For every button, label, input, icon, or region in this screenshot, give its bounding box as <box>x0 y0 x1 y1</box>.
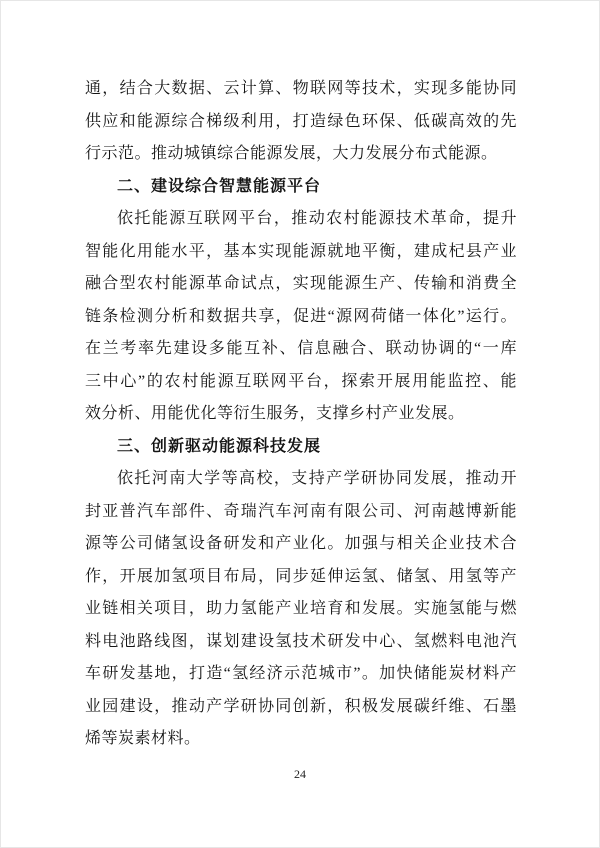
text-line: 作，开展加氢项目布局，同步延伸运氢、储氢、用氢等产 <box>85 567 517 585</box>
text-line: 源等公司储氢设备研发和产业化。加强与相关企业技术合 <box>85 535 517 552</box>
text-line: 依托能源互联网平台，推动农村能源技术革命，提升 <box>117 210 517 227</box>
text-line: 依托河南大学等高校，支持产学研协同发展，推动开 <box>117 470 517 487</box>
text-line: 效分析、用能优化等衍生服务，支撑乡村产业发展。 <box>85 405 465 422</box>
section-heading: 三、创新驱动能源科技发展 <box>117 437 322 455</box>
text-line: 三中心”的农村能源互联网平台，探索开展用能监控、能 <box>85 372 517 390</box>
text-line: 车研发基地，打造“氢经济示范城市”。加快储能炭材料产 <box>85 665 517 682</box>
text-line: 融合型农村能源革命试点，实现能源生产、传输和消费全 <box>85 275 517 292</box>
text-line: 封亚普汽车部件、奇瑞汽车河南有限公司、河南越博新能 <box>85 502 517 520</box>
text-line: 智能化用能水平，基本实现能源就地平衡，建成杞县产业 <box>85 242 517 260</box>
text-line: 在兰考率先建设多能互补、信息融合、联动协调的“一库 <box>85 340 517 357</box>
paragraph <box>85 203 517 431</box>
document-body <box>85 73 517 756</box>
text-line: 行示范。推动城镇综合能源发展，大力发展分布式能源。 <box>85 145 498 162</box>
page-number: 24 <box>294 767 306 781</box>
text-line: 烯等炭素材料。 <box>85 730 201 747</box>
section-heading: 二、建设综合智慧能源平台 <box>117 177 322 195</box>
paragraph <box>85 463 517 756</box>
paragraph <box>85 73 517 171</box>
text-line: 料电池路线图，谋划建设氢技术研发中心、氢燃料电池汽 <box>85 632 517 650</box>
text-line: 业园建设，推动产学研协同创新，积极发展碳纤维、石墨 <box>85 697 517 715</box>
text-line: 通，结合大数据、云计算、物联网等技术，实现多能协同 <box>85 80 517 97</box>
text-line: 业链相关项目，助力氢能产业培育和发展。实施氢能与燃 <box>85 600 517 617</box>
text-line: 供应和能源综合梯级利用，打造绿色环保、低碳高效的先 <box>85 112 517 130</box>
text-line: 链条检测分析和数据共享，促进“源网荷储一体化”运行。 <box>85 307 517 325</box>
